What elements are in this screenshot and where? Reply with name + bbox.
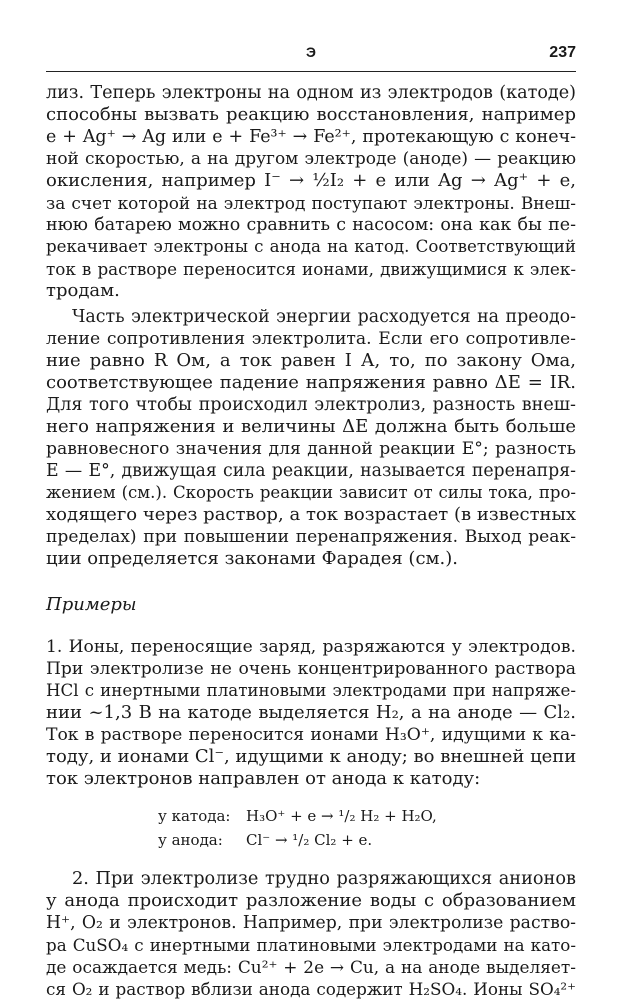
- page-header: [46, 44, 576, 68]
- energy-paragraph: [46, 306, 576, 570]
- text-line: ции определяется законами Фарадея (см.).: [46, 548, 458, 569]
- page-body: [46, 82, 576, 1000]
- text-line: соответствующее падение напряжения равно ΔE = IR.: [46, 372, 576, 393]
- text-line: окисления, например I⁻ → ½I₂ + e или Ag → Ag⁺ + e,: [46, 170, 576, 191]
- examples-heading: Примеры: [46, 594, 137, 615]
- text-line: При электролизе не очень концентрированного раствора: [46, 659, 576, 679]
- text-line: равновесного значения для данной реакции E°; разность: [46, 439, 576, 459]
- text-line: Для того чтобы происходил электролиз, разность внеш-: [46, 395, 576, 415]
- text-line: Ток в растворе переносится ионами H₃O⁺, идущими к ка-: [46, 725, 576, 745]
- text-line: рекачивает электроны с анода на катод. Соответствующий: [46, 237, 576, 256]
- header-rule: [46, 71, 576, 72]
- electrode-equations: [46, 804, 576, 852]
- text-line: способны вызвать реакцию восстановления, например: [46, 104, 576, 125]
- intro-paragraph: [46, 82, 576, 302]
- text-line: у анода происходит разложение воды с образованием: [46, 890, 576, 911]
- text-line: 1. Ионы, переносящие заряд, разряжаются у электродов.: [46, 637, 576, 657]
- text-line: H⁺, O₂ и электронов. Например, при электролизе раство-: [46, 913, 576, 933]
- text-line: жением (см.). Скорость реакции зависит от силы тока, про-: [46, 483, 576, 502]
- page-number: 237: [549, 44, 576, 61]
- text-line: него напряжения и величины ΔE должна быть больше: [46, 416, 576, 437]
- equation-formula: Cl⁻ → ¹/₂ Cl₂ + e.: [246, 831, 373, 849]
- text-line: нии ~1,3 В на катоде выделяется H₂, а на аноде — Cl₂.: [46, 702, 576, 723]
- text-line: ра CuSO₄ с инертными платиновыми электродами на като-: [46, 935, 576, 955]
- text-line: Часть электрической энергии расходуется на преодо-: [72, 307, 576, 327]
- example-2-paragraph: [46, 868, 576, 1000]
- example-1-paragraph: [46, 636, 576, 790]
- text-line: лиз. Теперь электроны на одном из электродов (катоде): [46, 83, 576, 103]
- text-line: HCl с инертными платиновыми электродами при напряже-: [46, 681, 576, 700]
- text-line: ной скоростью, а на другом электроде (аноде) — реакцию: [46, 149, 576, 169]
- text-line: ток электронов направлен от анода к катоду:: [46, 768, 481, 789]
- text-line: ток в растворе переносится ионами, движущимися к элек-: [46, 259, 576, 279]
- text-line: де осаждается медь: Cu²⁺ + 2e → Cu, а на аноде выделяет-: [46, 957, 576, 977]
- equation-row: [158, 804, 576, 828]
- equation-formula: H₃O⁺ + e → ¹/₂ H₂ + H₂O,: [246, 807, 437, 825]
- text-line: ление сопротивления электролита. Если его сопротивле-: [46, 329, 576, 349]
- text-line: ся O₂ и раствор вблизи анода содержит H₂SO₄. Ионы SO₄²⁺: [46, 979, 576, 999]
- text-line: e + Ag⁺ → Ag или e + Fe³⁺ → Fe²⁺, протекающую с конеч-: [46, 127, 576, 147]
- book-page: [46, 0, 576, 1000]
- text-line: ходящего через раствор, а ток возрастает (в известных: [46, 504, 576, 525]
- equation-label: у катода:: [158, 807, 231, 825]
- running-head: Э: [306, 44, 316, 60]
- equation-label: у анода:: [158, 831, 223, 849]
- text-line: тоду, и ионами Cl⁻, идущими к аноду; во внешней цепи: [46, 746, 577, 767]
- text-line: нюю батарею можно сравнить с насосом: она как бы пе-: [46, 215, 576, 235]
- equation-row: [158, 828, 576, 852]
- text-line: пределах) при повышении перенапряжения. Выход реак-: [46, 527, 576, 547]
- text-line: тродам.: [46, 280, 120, 301]
- text-line: за счет которой на электрод поступают электроны. Внеш-: [46, 193, 576, 213]
- text-line: E — E°, движущая сила реакции, называется перенапря-: [46, 461, 576, 481]
- text-line: ние равно R Ом, а ток равен I А, то, по закону Ома,: [46, 350, 576, 371]
- text-line: 2. При электролизе трудно разряжающихся анионов: [72, 869, 576, 889]
